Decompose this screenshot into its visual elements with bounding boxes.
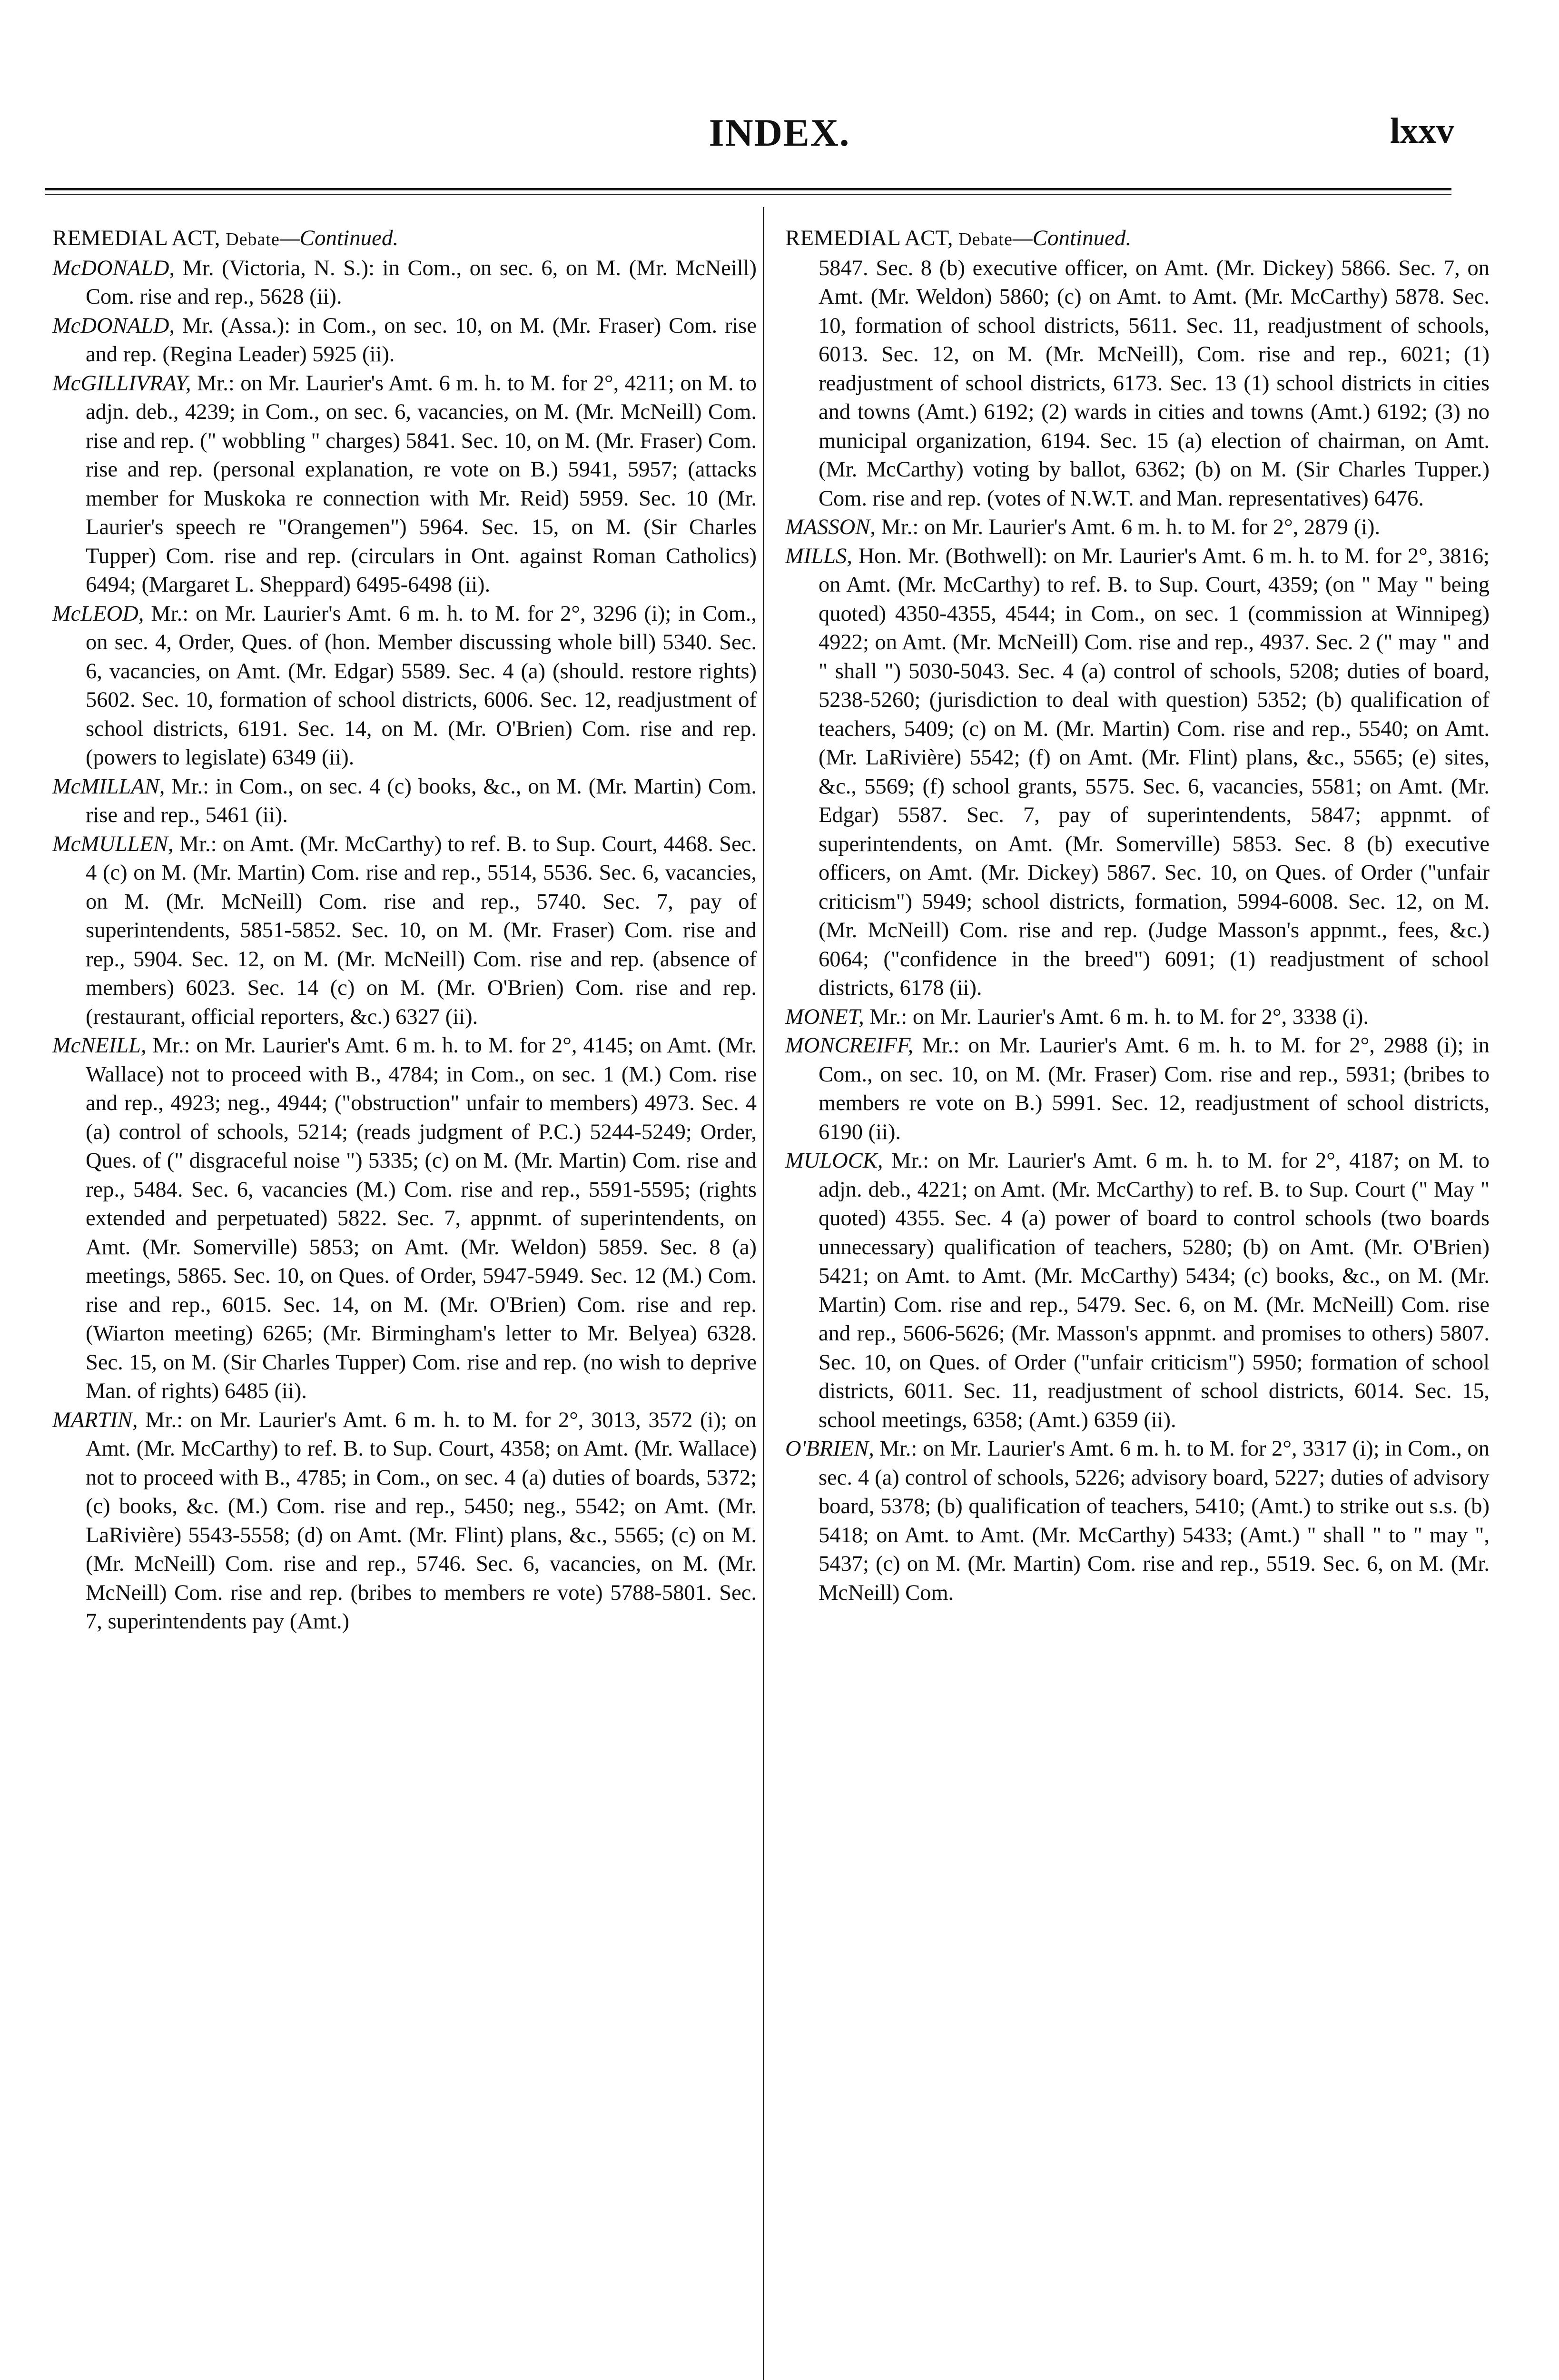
entry-text: Mr.: on Mr. Laurier's Amt. 6 m. h. to M. for 2°, 4211; on M. to adjn. deb., 4239; in Com., on sec. 6, vacancies, on M. (Mr. McNeill) Com. rise and rep. (" wobbling " charges) 5841. Sec. 10, on M. (Mr. Fraser) Com. rise and rep. (personal explanation, re vote on B.) 5941, 5957; (attacks member for Muskoka re connection with Mr. Reid) 5959. Sec. 10 (Mr. Laurier's speech re "Orangemen") 5964. Sec. 15, on M. (Sir Charles Tupper) Com. rise and rep. (circulars in Ont. against Roman Catholics) 6494; (Margaret L. Sheppard) 6495-6498 (ii).	[86, 371, 757, 597]
heading-debate: Debate	[958, 229, 1013, 249]
page-number: lxxv	[1390, 111, 1454, 151]
entry-name: O'BRIEN,	[785, 1437, 874, 1461]
column-divider	[763, 207, 764, 2380]
entry-name: McMULLEN,	[52, 832, 174, 856]
left-column	[52, 224, 757, 1636]
entry-text: Mr.: on Mr. Laurier's Amt. 6 m. h. to M. for 2°, 3296 (i); in Com., on sec. 4, Order, Ques. of (hon. Member discussing whole bill) 5340. Sec. 6, vacancies, on Amt. (Mr. Edgar) 5589. Sec. 4 (a) (should. restore rights) 5602. Sec. 10, formation of school districts, 6006. Sec. 12, readjustment of school districts, 6191. Sec. 14, on M. (Mr. O'Brien) Com. rise and rep. (powers to legislate) 6349 (ii).	[86, 601, 757, 770]
entry-name: MASSON,	[785, 515, 876, 539]
entry-name: MULOCK,	[785, 1149, 883, 1173]
entry-text: Mr.: on Mr. Laurier's Amt. 6 m. h. to M. for 2°, 3338 (i).	[864, 1004, 1369, 1029]
entry-text: Mr.: on Amt. (Mr. McCarthy) to ref. B. to Sup. Court, 4468. Sec. 4 (c) on M. (Mr. Martin) Com. rise and rep., 5514, 5536. Sec. 6, vacancies, on M. (Mr. McNeill) Com. rise and rep., 5740. Sec. 7, pay of superintendents, 5851-5852. Sec. 10, on M. (Mr. Fraser) Com. rise and rep., 5904. Sec. 12, on M. (Mr. McNeill) Com. rise and rep. (absence of members) 6023. Sec. 14 (c) on M. (Mr. O'Brien) Com. rise and rep. (restaurant, official reporters, &c.) 6327 (ii).	[86, 832, 757, 1029]
index-entry	[52, 1031, 757, 1406]
entry-text: Mr. (Victoria, N. S.): in Com., on sec. 6, on M. (Mr. McNeill) Com. rise and rep., 5628 (ii).	[86, 256, 757, 309]
index-entry	[785, 1003, 1490, 1032]
entry-name: MARTIN,	[52, 1408, 138, 1432]
header-rule	[45, 188, 1451, 195]
entry-name: McDONALD,	[52, 256, 175, 280]
index-entry	[52, 830, 757, 1032]
index-entry	[785, 1435, 1490, 1607]
index-entry	[52, 600, 757, 773]
entry-name: McDONALD,	[52, 313, 175, 338]
entry-name: MILLS,	[785, 544, 852, 568]
entry-text: Mr.: on Mr. Laurier's Amt. 6 m. h. to M. for 2°, 3317 (i); in Com., on sec. 4 (a) control of schools, 5226; advisory board, 5227; duties of advisory board, 5378; (b) qualification of teachers, 5410; (Amt.) to strike out s.s. (b) 5418; on Amt. to Amt. (Mr. McCarthy) 5433; (Amt.) " shall " to " may ", 5437; (c) on M. (Mr. Martin) Com. rise and rep., 5519. Sec. 6, on M. (Mr. McNeill) Com.	[819, 1437, 1490, 1605]
index-entry	[785, 1031, 1490, 1147]
index-entry	[52, 369, 757, 600]
index-entry	[52, 773, 757, 830]
index-entry	[52, 312, 757, 369]
right-column	[785, 224, 1490, 1607]
entry-text: Mr.: on Mr. Laurier's Amt. 6 m. h. to M. for 2°, 3013, 3572 (i); on Amt. (Mr. McCarthy) to ref. B. to Sup. Court, 4358; on Amt. (Mr. Wallace) not to proceed with B., 4785; in Com., on sec. 4 (a) duties of boards, 5372; (c) books, &c. (M.) Com. rise and rep., 5450; neg., 5542; on Amt. (Mr. LaRivière) 5543-5558; (d) on Amt. (Mr. Flint) plans, &c., 5565; (c) on M. (Mr. McNeill) Com. rise and rep., 5746. Sec. 6, vacancies, on M. (Mr. McNeill) Com. rise and rep. (bribes to members re vote) 5788-5801. Sec. 7, superintendents pay (Amt.)	[86, 1408, 757, 1634]
entry-text: Mr.: on Mr. Laurier's Amt. 6 m. h. to M. for 2°, 2879 (i).	[875, 515, 1381, 539]
entry-name: McMILLAN,	[52, 774, 165, 799]
entry-text: Hon. Mr. (Bothwell): on Mr. Laurier's Amt. 6 m. h. to M. for 2°, 3816; on Amt. (Mr. McCarthy) to ref. B. to Sup. Court, 4359; (on " May " being quoted) 4350-4355, 4544; in Com., on sec. 1 (commission at Winnipeg) 4922; on Amt. (Mr. McNeill) Com. rise and rep., 4937. Sec. 2 (" may " and " shall ") 5030-5043. Sec. 4 (a) control of schools, 5208; duties of board, 5238-5260; (jurisdiction to deal with question) 5352; (b) qualification of teachers, 5409; (c) on M. (Mr. Martin) Com. rise and rep., 5540; on Amt. (Mr. LaRivière) 5542; (f) on Amt. (Mr. Flint) plans, &c., 5565; (e) sites, &c., 5569; (f) school grants, 5575. Sec. 6, vacancies, 5581; on Amt. (Mr. Edgar) 5587. Sec. 7, pay of superintendents, 5847; appnmt. of superintendents, on Amt. (Mr. Somerville) 5853. Sec. 8 (b) executive officers, on Amt. (Mr. Dickey) 5867. Sec. 10, on Ques. of Order ("unfair criticism") 5949; school districts, formation, 5994-6008. Sec. 12, on M. (Mr. McNeill) Com. rise and rep. (Judge Masson's appnmt., fees, &c.) 6064; ("confidence in the breed") 6091; (1) readjustment of school districts, 6178 (ii).	[819, 544, 1490, 1000]
index-entry	[785, 542, 1490, 1003]
entry-name: MONET,	[785, 1004, 864, 1029]
index-entry	[52, 254, 757, 312]
entry-text: Mr.: on Mr. Laurier's Amt. 6 m. h. to M. for 2°, 4187; on M. to adjn. deb., 4221; on Amt. (Mr. McCarthy) to ref. B. to Sup. Court (" May " quoted) 4355. Sec. 4 (a) power of board to control schools (two boards unnecessary) qualification of teachers, 5280; (b) on Amt. (Mr. O'Brien) 5421; on Amt. to Amt. (Mr. McCarthy) 5434; (c) books, &c., on M. (Mr. Martin) Com. rise and rep., 5479. Sec. 6, on M. (Mr. McNeill) Com. rise and rep., 5606-5626; (Mr. Masson's appnmt. and promises to others) 5807. Sec. 10, on Ques. of Order ("unfair criticism") 5950; formation of school districts, 6011. Sec. 11, readjustment of school districts, 6014. Sec. 15, school meetings, 6358; (Amt.) 6359 (ii).	[819, 1149, 1490, 1432]
heading-debate: Debate	[226, 229, 280, 249]
page-title: INDEX.	[709, 111, 850, 154]
entry-name: MONCREIFF,	[785, 1033, 914, 1058]
continued-text: 5847. Sec. 8 (b) executive officer, on Amt. (Mr. Dickey) 5866. Sec. 7, on Amt. (Mr. Weldon) 5860; (c) on Amt. to Amt. (Mr. McCarthy) 5878. Sec. 10, formation of school districts, 5611. Sec. 11, readjustment of schools, 6013. Sec. 12, on M. (Mr. McNeill), Com. rise and rep., 6021; (1) readjustment of school districts, 6173. Sec. 13 (1) school districts in cities and towns (Amt.) 6192; (2) wards in cities and towns (Amt.) 6192; (3) no municipal organization, 6194. Sec. 15 (a) election of chairman, on Amt. (Mr. McCarthy) voting by ballot, 6362; (b) on M. (Sir Charles Tupper.) Com. rise and rep. (votes of N.W.T. and Man. representatives) 6476.	[819, 256, 1490, 511]
section-heading	[785, 224, 1490, 254]
entry-text: Mr.: on Mr. Laurier's Amt. 6 m. h. to M. for 2°, 2988 (i); in Com., on sec. 10, on M. (Mr. Fraser) Com. rise and rep., 5931; (bribes to members re vote on B.) 5991. Sec. 12, readjustment of school districts, 6190 (ii).	[819, 1033, 1490, 1144]
entry-name: McNEILL,	[52, 1033, 147, 1058]
heading-main: REMEDIAL ACT,	[52, 226, 220, 250]
entry-name: McLEOD,	[52, 601, 144, 626]
entry-text: Mr.: in Com., on sec. 4 (c) books, &c., on M. (Mr. Martin) Com. rise and rep., 5461 (ii).	[86, 774, 757, 827]
heading-continued: —Continued.	[279, 226, 399, 250]
index-entry	[785, 513, 1490, 542]
index-entry	[52, 1406, 757, 1636]
section-heading	[52, 224, 757, 254]
index-entry	[785, 1147, 1490, 1435]
entry-text: Mr. (Assa.): in Com., on sec. 10, on M. (Mr. Fraser) Com. rise and rep. (Regina Leader) 5925 (ii).	[86, 313, 757, 367]
heading-continued: —Continued.	[1012, 226, 1132, 250]
entry-list	[52, 254, 757, 1636]
entry-name: McGILLIVRAY,	[52, 371, 191, 396]
heading-main: REMEDIAL ACT,	[785, 226, 953, 250]
entry-text: Mr.: on Mr. Laurier's Amt. 6 m. h. to M. for 2°, 4145; on Amt. (Mr. Wallace) not to proceed with B., 4784; in Com., on sec. 1 (M.) Com. rise and rep., 4923; neg., 4944; ("obstruction" unfair to members) 4973. Sec. 4 (a) control of schools, 5214; (reads judgment of P.C.) 5244-5249; Order, Ques. of (" disgraceful noise ") 5335; (c) on M. (Mr. Martin) Com. rise and rep., 5484. Sec. 6, vacancies (M.) Com. rise and rep., 5591-5595; (rights extended and perpetuated) 5822. Sec. 7, appnmt. of superintendents, on Amt. (Mr. Somerville) 5853; on Amt. (Mr. Weldon) 5859. Sec. 8 (a) meetings, 5865. Sec. 10, on Ques. of Order, 5947-5949. Sec. 12 (M.) Com. rise and rep., 6015. Sec. 14, on M. (Mr. O'Brien) Com. rise and rep. (Wiarton meeting) 6265; (Mr. Birmingham's letter to Mr. Belyea) 6328. Sec. 15, on M. (Sir Charles Tupper) Com. rise and rep. (no wish to deprive Man. of rights) 6485 (ii).	[86, 1033, 757, 1403]
entry-list	[785, 513, 1490, 1607]
